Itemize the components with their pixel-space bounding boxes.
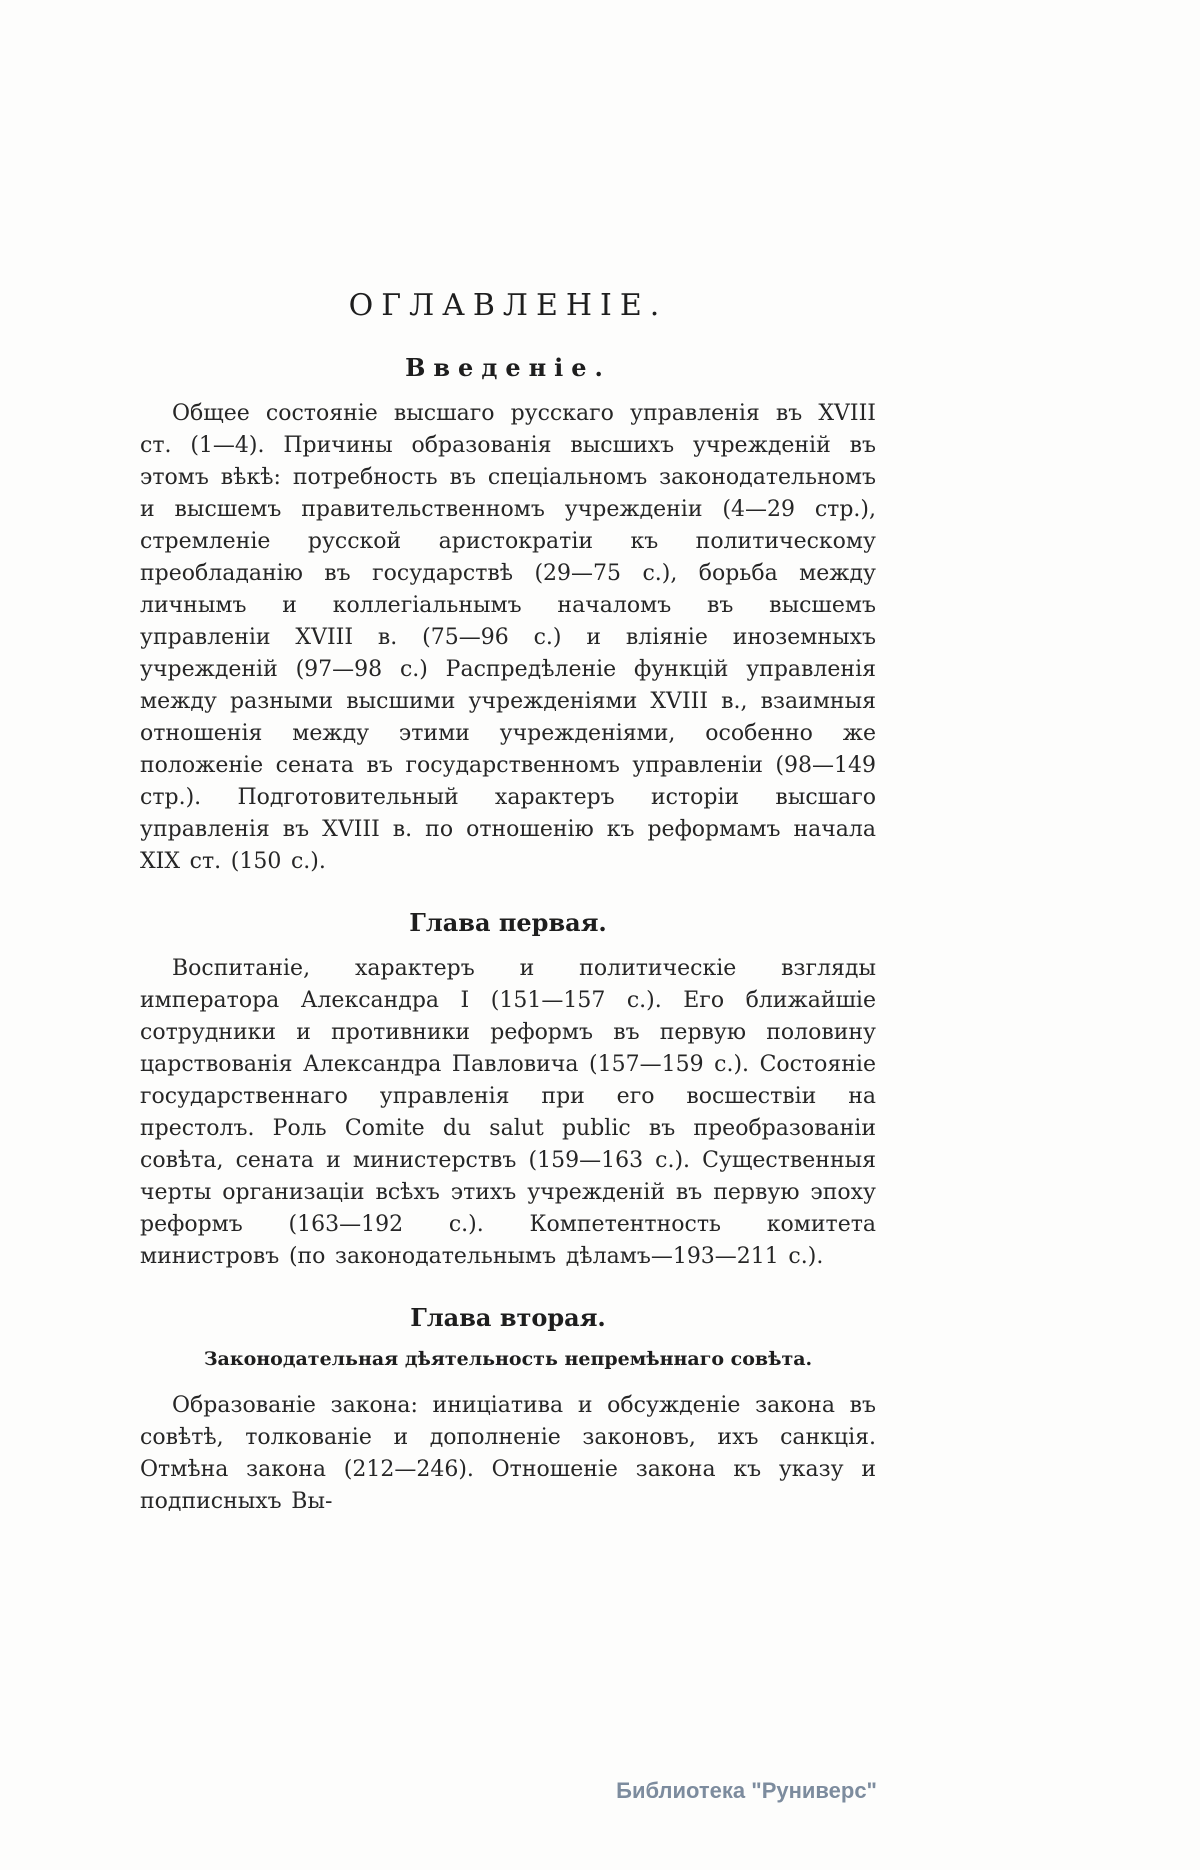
section-heading-introduction: Введеніе. <box>405 353 611 382</box>
section-heading-chapter-two: Глава вторая. <box>410 1303 606 1332</box>
chapter-one-paragraph: Воспитаніе, характеръ и политическіе взгляды императора Александра I (151—157 с.). Его ближайшіе сотрудники и противники реформъ въ первую половину царствованія Александра Павловича (157—159 с.). Состояніе государственнаго управленія при его восшествіи на престолъ. Роль Comite du salut public въ преобразованіи совѣта, сената и министерствъ (159—163 с.). Существенныя черты организаціи всѣхъ этихъ учрежденій въ первую эпоху реформъ (163—192 с.). Компетентность комитета министровъ (по законодательнымъ дѣламъ—193—211 с.). <box>140 956 876 1269</box>
library-watermark: Библиотека "Руниверс" <box>616 1778 877 1803</box>
chapter-two-paragraph: Образованіе закона: иниціатива и обсужденіе закона въ совѣтѣ, толкованіе и дополненіе законовъ, ихъ санкція. Отмѣна закона (212—246). Отношеніе закона къ указу и подписныхъ Вы- <box>140 1393 876 1514</box>
page-title: ОГЛАВЛЕНІЕ. <box>348 288 668 323</box>
introduction-paragraph: Общее состояніе высшаго русскаго управленія въ XVIII ст. (1—4). Причины образованія высшихъ учрежденій въ этомъ вѣкѣ: потребность въ спеціальномъ законодательномъ и высшемъ правительственномъ учрежденіи (4—29 стр.), стремленіе русской аристократіи къ политическому преобладанію въ государствѣ (29—75 с.), борьба между личнымъ и коллегіальнымъ началомъ въ высшемъ управленіи XVIII в. (75—96 с.) и вліяніе иноземныхъ учрежденій (97—98 с.) Распредѣленіе функцій управленія между разными высшими учрежденіями XVIII в., взаимныя отношенія между этими учрежденіями, особенно же положеніе сената въ государственномъ управленіи (98—149 стр.). Подготовительный характеръ исторіи высшаго управленія въ XVIII в. по отношенію къ реформамъ начала XIX ст. (150 с.). <box>140 401 876 874</box>
section-heading-chapter-one: Глава первая. <box>409 908 607 937</box>
page-content <box>140 0 876 1518</box>
section-subheading-chapter-two: Законодательная дѣятельность непремѣннаго совѣта. <box>203 1348 813 1370</box>
